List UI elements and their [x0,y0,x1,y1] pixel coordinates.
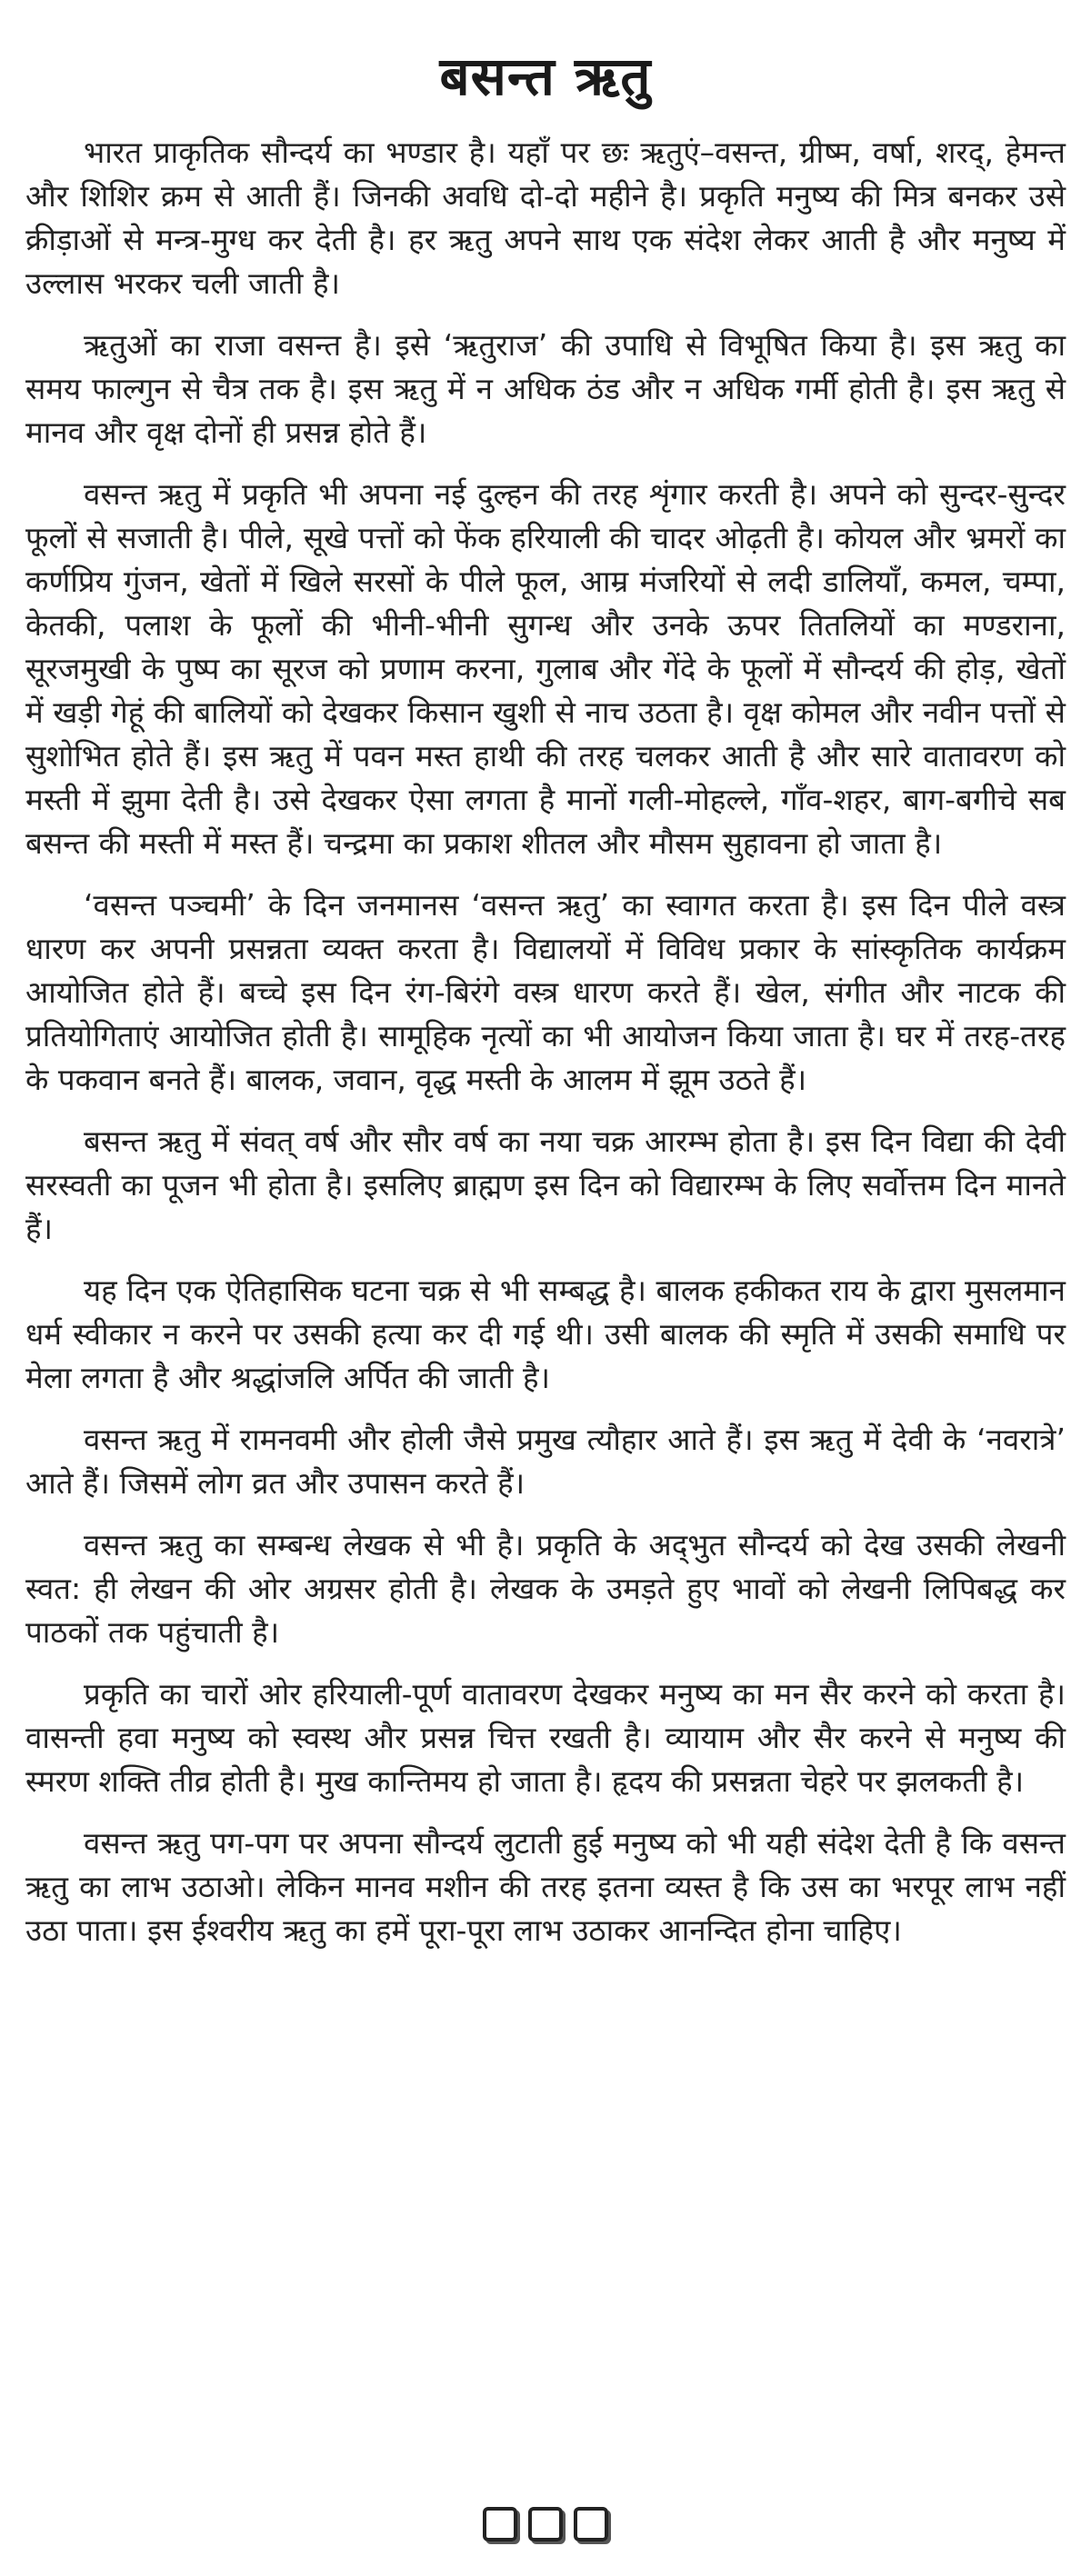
end-box-icon [574,2507,608,2541]
paragraph-8: वसन्त ऋतु का सम्बन्ध लेखक से भी है। प्रकृति के अद्‌भुत सौन्दर्य को देख उसकी लेखनी स्वत: ही लेखन की ओर अग्रसर होती है। लेखक के उमड़ते हुए भावों को लेखनी लिपिबद्ध कर पाठकों तक पहुंचाती है। [25,1527,1066,1650]
paragraph-10: वसन्त ऋतु पग-पग पर अपना सौन्दर्य लुटाती हुई मनुष्य को भी यही संदेश देती है कि वसन्त ऋतु का लाभ उठाओ। लेकिन मानव मशीन की तरह इतना व्यस्त है कि उस का भरपूर लाभ नहीं उठा पाता। इस ईश्वरीय ऋतु का हमें पूरा-पूरा लाभ उठाकर आनन्दित होना चाहिए। [25,1825,1066,1948]
essay-body [25,131,1066,1952]
paragraph-2: ऋतुओं का राजा वसन्त है। इसे ‘ऋतुराज’ की उपाधि से विभूषित किया है। इस ऋतु का समय फाल्गुन से चैत्र तक है। इस ऋतु में न अधिक ठंड और न अधिक गर्मी होती है। इस ऋतु से मानव और वृक्ष दोनों ही प्रसन्न होते हैं। [25,327,1066,450]
essay-title: बसन्त ऋतु [439,45,652,107]
paragraph-9: प्रकृति का चारों ओर हरियाली-पूर्ण वातावरण देखकर मनुष्य का मन सैर करने को करता है। वासन्ती हवा मनुष्य को स्वस्थ और प्रसन्न चित्त रखती है। व्यायाम और सैर करने से मनुष्य की स्मरण शक्ति तीव्र होती है। मुख कान्तिमय हो जाता है। हृदय की प्रसन्नता चेहरे पर झलकती है। [25,1676,1066,1799]
end-of-essay-mark [0,2507,1091,2545]
paragraph-1: भारत प्राकृतिक सौन्दर्य का भण्डार है। यहाँ पर छः ऋतुएं–वसन्त, ग्रीष्म, वर्षा, शरद्, हेमन्त और शिशिर क्रम से आती हैं। जिनकी अवधि दो-दो महीने है। प्रकृति मनुष्य की मित्र बनकर उसे क्रीड़ाओं से मन्त्र-मुग्ध कर देती है। हर ऋतु अपने साथ एक संदेश लेकर आती है और मनुष्य में उल्लास भरकर चली जाती है। [25,135,1066,301]
end-box-icon [483,2507,517,2541]
paragraph-4: ‘वसन्त पञ्चमी’ के दिन जनमानस ‘वसन्त ऋतु’ का स्वागत करता है। इस दिन पीले वस्त्र धारण कर अपनी प्रसन्नता व्यक्त करता है। विद्यालयों में विविध प्रकार के सांस्कृतिक कार्यक्रम आयोजित होते हैं। बच्चे इस दिन रंग-बिरंगे वस्त्र धारण करते हैं। खेल, संगीत और नाटक की प्रतियोगिताएं आयोजित होती है। सामूहिक नृत्यों का भी आयोजन किया जाता है। घर में तरह-तरह के पकवान बनते हैं। बालक, जवान, वृद्ध मस्ती के आलम में झूम उठते हैं। [25,887,1066,1097]
paragraph-5: बसन्त ऋतु में संवत् वर्ष और सौर वर्ष का नया चक्र आरम्भ होता है। इस दिन विद्या की देवी सरस्वती का पूजन भी होता है। इसलिए ब्राह्मण इस दिन को विद्यारम्भ के लिए सर्वोत्तम दिन मानते हैं। [25,1123,1066,1246]
end-box-icon [528,2507,563,2541]
paragraph-3: वसन्त ऋतु में प्रकृति भी अपना नई दुल्हन की तरह शृंगार करती है। अपने को सुन्दर-सुन्दर फूलों से सजाती है। पीले, सूखे पत्तों को फेंक हरियाली की चादर ओढ़ती है। कोयल और भ्रमरों का कर्णप्रिय गुंजन, खेतों में खिले सरसों के पीले फूल, आम्र मंजरियों से लदी डालियाँ, कमल, चम्पा, केतकी, पलाश के फूलों की भीनी-भीनी सुगन्ध और उनके ऊपर तितलियों का मण्डराना, सूरजमुखी के पुष्प का सूरज को प्रणाम करना, गुलाब और गेंदे के फूलों में सौन्दर्य की होड़, खेतों में खड़ी गेहूं की बालियों को देखकर किसान खुशी से नाच उठता है। वृक्ष कोमल और नवीन पत्तों से सुशोभित होते हैं। इस ऋतु में पवन मस्त हाथी की तरह चलकर आती है और सारे वातावरण को मस्ती में झुमा देती है। उसे देखकर ऐसा लगता है मानों गली-मोहल्ले, गाँव-शहर, बाग-बगीचे सब बसन्त की मस्ती में मस्त हैं। चन्द्रमा का प्रकाश शीतल और मौसम सुहावना हो जाता है। [25,476,1066,861]
paragraph-7: वसन्त ऋतु में रामनवमी और होली जैसे प्रमुख त्यौहार आते हैं। इस ऋतु में देवी के ‘नवरात्रे’ आते हैं। जिसमें लोग व्रत और उपासन करते हैं। [25,1422,1066,1501]
paragraph-6: यह दिन एक ऐतिहासिक घटना चक्र से भी सम्बद्ध है। बालक हकीकत राय के द्वारा मुसलमान धर्म स्वीकार न करने पर उसकी हत्या कर दी गई थी। उसी बालक की स्मृति में उसकी समाधि पर मेला लगता है और श्रद्धांजलि अर्पित की जाती है। [25,1273,1066,1395]
